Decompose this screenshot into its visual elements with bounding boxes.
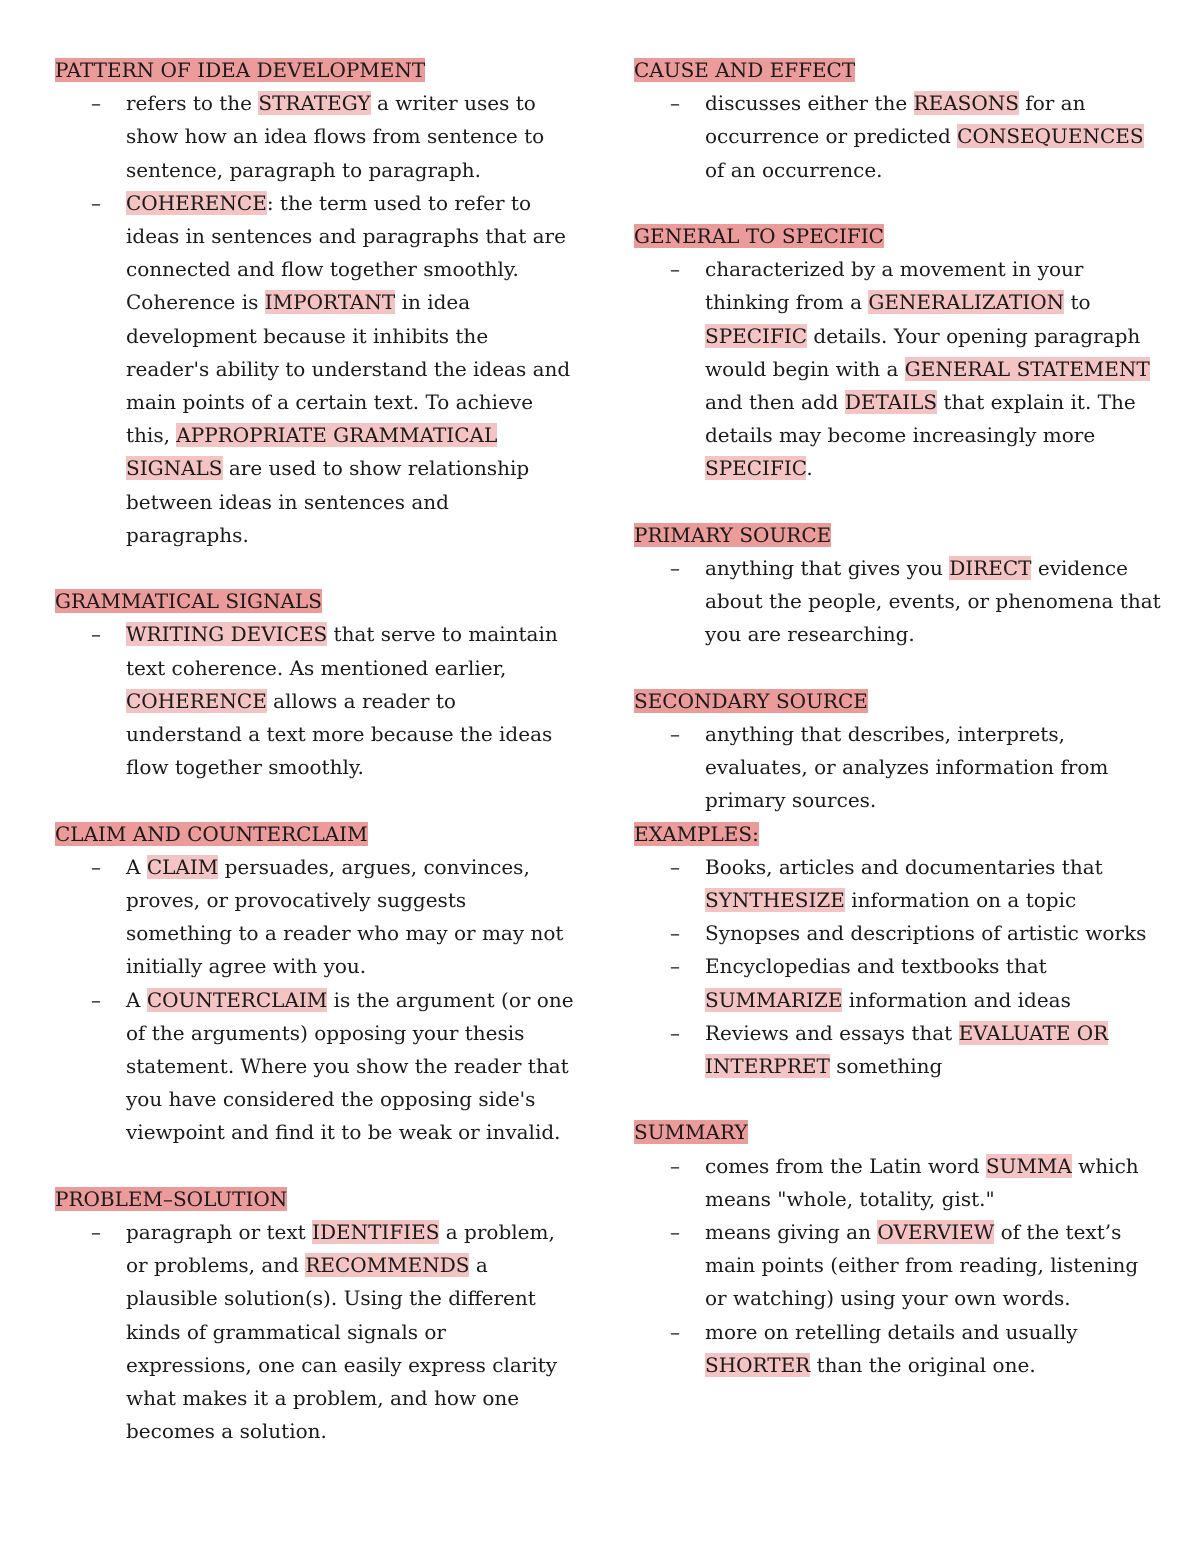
dash-bullet-icon: –: [670, 556, 680, 581]
dash-bullet-icon: –: [670, 1220, 680, 1245]
text-run: Books, articles and documentaries that: [705, 854, 1103, 879]
highlighted-term: DIRECT: [949, 556, 1032, 581]
list-item: [634, 1017, 1164, 1083]
highlighted-term: SYNTHESIZE: [705, 888, 845, 913]
dash-bullet-icon: –: [91, 91, 101, 116]
text-run: for an occurrence or predicted: [705, 91, 1086, 149]
section-heading-text: PROBLEM–SOLUTION: [55, 1186, 288, 1211]
bullet-list: [55, 87, 575, 552]
list-item: [55, 618, 575, 784]
dash-bullet-icon: –: [670, 257, 680, 282]
list-item: [634, 87, 1164, 187]
bullet-list: [634, 87, 1164, 187]
list-item: [634, 1216, 1164, 1316]
section-general-to-specific: [634, 220, 1164, 486]
text-run: a problem, or problems, and: [126, 1220, 555, 1278]
highlighted-term: CLAIM: [146, 854, 219, 879]
text-run: evidence about the people, events, or phenomena that you are researching.: [705, 556, 1161, 647]
list-item: [55, 187, 575, 552]
text-run: Synopses and descriptions of artistic works: [705, 921, 1147, 946]
section-heading: [634, 1116, 1164, 1149]
highlighted-term: STRATEGY: [258, 91, 371, 116]
section-problem-solution: [55, 1183, 575, 1449]
dash-bullet-icon: –: [670, 1319, 680, 1344]
text-run: A: [126, 987, 147, 1012]
text-run: a writer uses to show how an idea flows from sentence to sentence, paragraph to paragraph.: [126, 91, 545, 182]
list-item: [55, 984, 575, 1150]
highlighted-term: SPECIFIC: [705, 323, 808, 348]
section-heading-text: EXAMPLES:: [634, 821, 759, 846]
section-heading-text: SUMMARY: [634, 1120, 748, 1145]
highlighted-term: DETAILS: [844, 390, 938, 415]
text-run: that serve to maintain text coherence. As mentioned earlier,: [126, 622, 558, 680]
section-secondary-source: [634, 685, 1164, 818]
text-run: Reviews and essays that: [705, 1020, 959, 1045]
highlighted-term: APPROPRIATE GRAMMATICAL SIGNALS: [126, 423, 498, 481]
section-heading: [634, 54, 1164, 87]
text-run: Encyclopedias and textbooks that: [705, 954, 1047, 979]
text-run: characterized by a movement in your thinking from a: [705, 257, 1084, 315]
highlighted-term: COUNTERCLAIM: [146, 987, 328, 1012]
section-pattern-of-idea-development: [55, 54, 575, 552]
section-heading-text: CAUSE AND EFFECT: [634, 58, 856, 82]
bullet-list: [55, 851, 575, 1150]
highlighted-term: GENERALIZATION: [868, 290, 1065, 315]
section-heading: [55, 54, 575, 87]
bullet-list: [634, 1150, 1164, 1382]
dash-bullet-icon: –: [670, 91, 680, 116]
text-run: allows a reader to understand a text more because the ideas flow together smoothly.: [126, 688, 553, 780]
text-run: is the argument (or one of the arguments) opposing your thesis statement. Where you show the reader that you have considered the opposing side's viewpoint and find it to be weak or invalid.: [126, 987, 574, 1145]
text-run: than the original one.: [810, 1352, 1036, 1377]
highlighted-term: COHERENCE: [126, 688, 267, 713]
section-claim-and-counterclaim: [55, 818, 575, 1150]
section-heading-text: GENERAL TO SPECIFIC: [634, 224, 884, 248]
list-item: [634, 950, 1164, 1016]
text-run: paragraph or text: [126, 1220, 313, 1245]
highlighted-term: WRITING DEVICES: [126, 622, 328, 647]
section-heading: [634, 685, 1164, 718]
bullet-list: [634, 851, 1164, 1083]
section-cause-and-effect: [634, 54, 1164, 187]
dash-bullet-icon: –: [91, 622, 101, 647]
text-run: comes from the Latin word: [705, 1153, 986, 1178]
highlighted-term: IMPORTANT: [264, 290, 396, 315]
highlighted-term: GENERAL STATEMENT: [904, 356, 1150, 381]
text-run: that explain it. The details may become increasingly more: [705, 390, 1136, 448]
text-run: discusses either the: [705, 91, 914, 116]
text-run: which means "whole, totality, gist.": [705, 1153, 1139, 1211]
text-run: refers to the: [126, 91, 259, 116]
dash-bullet-icon: –: [670, 1020, 680, 1045]
right-column: [634, 54, 1164, 1415]
highlighted-term: CONSEQUENCES: [957, 124, 1144, 149]
list-item: [55, 87, 575, 187]
text-run: anything that describes, interprets, evaluates, or analyzes information from primary sources.: [705, 722, 1109, 813]
section-heading: [55, 818, 575, 851]
text-run: A: [126, 854, 147, 879]
list-item: [634, 253, 1164, 485]
bullet-list: [634, 552, 1164, 652]
dash-bullet-icon: –: [670, 954, 680, 979]
text-run: means giving an: [705, 1220, 878, 1245]
highlighted-term: EVALUATE OR INTERPRET: [705, 1020, 1109, 1079]
section-heading: [634, 220, 1164, 253]
list-item: [634, 1150, 1164, 1216]
text-run: information on a topic: [844, 888, 1077, 913]
section-heading-text: PRIMARY SOURCE: [634, 522, 832, 547]
list-item: [634, 718, 1164, 818]
text-run: something: [829, 1054, 943, 1079]
dash-bullet-icon: –: [670, 1153, 680, 1178]
left-column: [55, 54, 575, 1482]
dash-bullet-icon: –: [91, 190, 101, 215]
list-item: [634, 1316, 1164, 1382]
text-run: to: [1064, 290, 1091, 315]
text-run: persuades, argues, convinces, proves, or provocatively suggests something to a reader who may or may not initially agree with you.: [126, 854, 564, 979]
section-heading: [55, 1183, 575, 1216]
list-item: [634, 552, 1164, 652]
dash-bullet-icon: –: [91, 854, 101, 879]
text-run: of an occurrence.: [705, 157, 883, 182]
section-grammatical-signals: [55, 585, 575, 784]
bullet-list: [55, 618, 575, 784]
section-examples: [634, 818, 1164, 1084]
highlighted-term: SPECIFIC: [705, 456, 807, 481]
text-run: and then add: [705, 390, 845, 415]
list-item: [55, 851, 575, 984]
highlighted-term: COHERENCE: [126, 190, 267, 215]
dash-bullet-icon: –: [670, 854, 680, 879]
highlighted-term: REASONS: [913, 91, 1019, 116]
highlighted-term: SHORTER: [705, 1352, 811, 1377]
text-run: details. Your opening paragraph would begin with a: [705, 323, 1141, 381]
text-run: of the text’s main points (either from reading, listening or watching) using your own words.: [705, 1220, 1139, 1311]
list-item: [634, 851, 1164, 917]
dash-bullet-icon: –: [670, 921, 680, 946]
list-item: [634, 917, 1164, 950]
section-heading-text: SECONDARY SOURCE: [634, 688, 868, 713]
text-run: a plausible solution(s). Using the different kinds of grammatical signals or expressions, one can easily express clarity what makes it a problem, and how one becomes a solution.: [126, 1253, 558, 1444]
highlighted-term: OVERVIEW: [877, 1220, 995, 1245]
text-run: more on retelling details and usually: [705, 1319, 1078, 1344]
bullet-list: [55, 1216, 575, 1448]
dash-bullet-icon: –: [91, 1220, 101, 1245]
highlighted-term: SUMMA: [985, 1153, 1072, 1178]
text-run: information and ideas: [842, 987, 1071, 1012]
bullet-list: [634, 253, 1164, 485]
text-run: anything that gives you: [705, 556, 950, 581]
dash-bullet-icon: –: [91, 987, 101, 1012]
dash-bullet-icon: –: [670, 722, 680, 747]
section-heading: [634, 818, 1164, 851]
text-run: : the term used to refer to ideas in sentences and paragraphs that are connected and flow together smoothly. Coherence is: [126, 190, 566, 315]
section-heading-text: GRAMMATICAL SIGNALS: [55, 589, 322, 614]
bullet-list: [634, 718, 1164, 818]
highlighted-term: RECOMMENDS: [305, 1253, 470, 1278]
highlighted-term: IDENTIFIES: [312, 1220, 440, 1245]
section-summary: [634, 1116, 1164, 1382]
section-heading-text: PATTERN OF IDEA DEVELOPMENT: [55, 58, 426, 82]
section-heading-text: CLAIM AND COUNTERCLAIM: [55, 821, 368, 846]
text-run: .: [806, 456, 813, 481]
section-heading: [634, 519, 1164, 552]
text-run: in idea development because it inhibits the reader's ability to understand the ideas and main points of a certain text. To achieve this,: [126, 290, 571, 448]
list-item: [55, 1216, 575, 1448]
text-run: are used to show relationship between ideas in sentences and paragraphs.: [126, 456, 530, 547]
section-heading: [55, 585, 575, 618]
highlighted-term: SUMMARIZE: [705, 987, 843, 1012]
section-primary-source: [634, 519, 1164, 652]
